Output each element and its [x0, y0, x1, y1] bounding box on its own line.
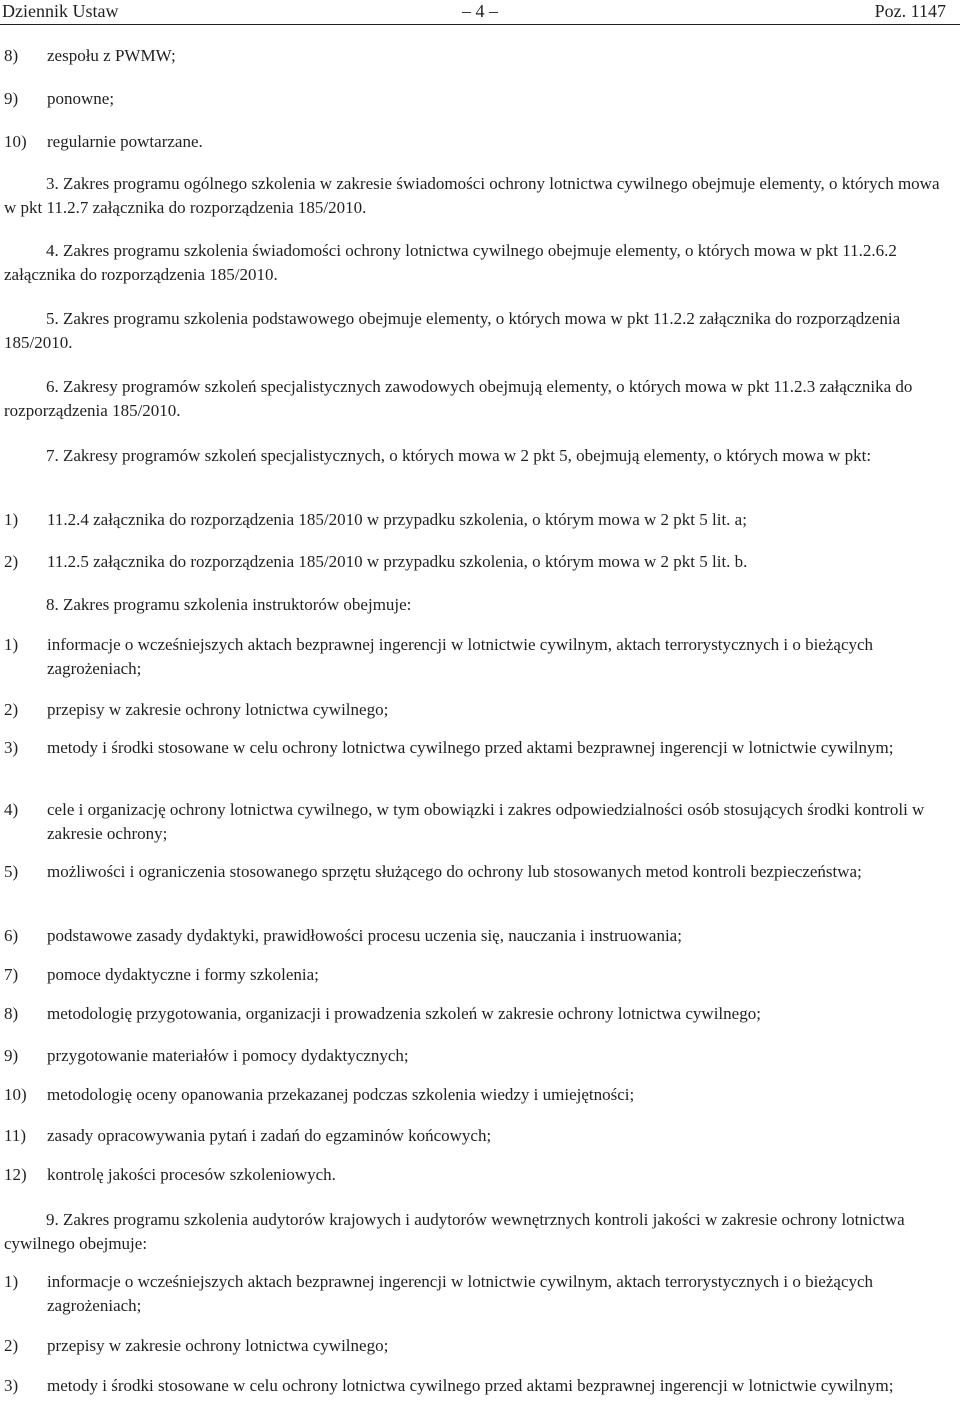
list-item: 1) informacje o wcześniejszych aktach bezprawnej ingerencji w lotnictwie cywilnym, aktach terrorystycznych i o bieżących zagrożeniach;: [4, 635, 874, 678]
list-item: 2) 11.2.5 załącznika do rozporządzenia 185/2010 w przypadku szkolenia, o którym mowa w 2 pkt 5 lit. b.: [4, 552, 748, 571]
paragraph-3: 3. Zakres programu ogólnego szkolenia w zakresie świadomości ochrony lotnictwa cywilnego obejmuje elementy, o których mowa w pkt 11.2.7 załącznika do rozporządzenia 185/2010.: [4, 174, 940, 217]
list-item: 11) zasady opracowywania pytań i zadań do egzaminów końcowych;: [4, 1126, 492, 1145]
list-item: 2) przepisy w zakresie ochrony lotnictwa cywilnego;: [4, 700, 389, 719]
list-item: 7) pomoce dydaktyczne i formy szkolenia;: [4, 965, 319, 984]
list-item: 5) możliwości i ograniczenia stosowanego sprzętu służącego do ochrony lub stosowanych metod kontroli bezpieczeństwa;: [4, 862, 862, 881]
paragraph-8: 8. Zakres programu szkolenia instruktorów obejmuje:: [46, 595, 412, 614]
list-item: 2) przepisy w zakresie ochrony lotnictwa cywilnego;: [4, 1336, 389, 1355]
list-item: 12) kontrolę jakości procesów szkoleniowych.: [4, 1165, 336, 1184]
list-item: 9) przygotowanie materiałów i pomocy dydaktycznych;: [4, 1046, 409, 1065]
paragraph-4: 4. Zakres programu szkolenia świadomości ochrony lotnictwa cywilnego obejmuje elementy, o których mowa w pkt 11.2.6.2 załącznika do rozporządzenia 185/2010.: [4, 241, 897, 284]
journal-title: Dziennik Ustaw: [2, 1, 119, 21]
list-item: 9) ponowne;: [4, 89, 115, 108]
list-item: 10) regularnie powtarzane.: [4, 132, 203, 151]
list-item: 1) 11.2.4 załącznika do rozporządzenia 185/2010 w przypadku szkolenia, o którym mowa w 2 pkt 5 lit. a;: [4, 510, 747, 529]
list-item: 10) metodologię oceny opanowania przekazanej podczas szkolenia wiedzy i umiejętności;: [4, 1085, 635, 1104]
list-item: 4) cele i organizację ochrony lotnictwa cywilnego, w tym obowiązki i zakres odpowiedzialności osób stosujących środki kontroli w zakresie ochrony;: [4, 800, 925, 843]
paragraph-6: 6. Zakresy programów szkoleń specjalistycznych zawodowych obejmują elementy, o których mowa w pkt 11.2.3 załącznika do rozporządzenia 185/2010.: [4, 377, 913, 420]
list-item: 3) metody i środki stosowane w celu ochrony lotnictwa cywilnego przed aktami bezprawnej ingerencji w lotnictwie cywilnym;: [4, 1376, 894, 1395]
list-item: 8) zespołu z PWMW;: [4, 46, 176, 65]
paragraph-5: 5. Zakres programu szkolenia podstawowego obejmuje elementy, o których mowa w pkt 11.2.2 załącznika do rozporządzenia 185/2010.: [4, 309, 901, 352]
list-item: 1) informacje o wcześniejszych aktach bezprawnej ingerencji w lotnictwie cywilnym, aktach terrorystycznych i o bieżących zagrożeniach;: [4, 1272, 874, 1315]
paragraph-9: 9. Zakres programu szkolenia audytorów krajowych i audytorów wewnętrznych kontroli jakości w zakresie ochrony lotnictwa cywilnego obejmuje:: [4, 1210, 905, 1253]
list-item: 6) podstawowe zasady dydaktyki, prawidłowości procesu uczenia się, nauczania i instruowania;: [4, 926, 682, 945]
page-header: [0, 0, 960, 25]
list-item: 8) metodologię przygotowania, organizacji i prowadzenia szkoleń w zakresie ochrony lotnictwa cywilnego;: [4, 1004, 761, 1023]
position-number: Poz. 1147: [874, 1, 946, 21]
paragraph-7: 7. Zakresy programów szkoleń specjalistycznych, o których mowa w 2 pkt 5, obejmują elementy, o których mowa w pkt:: [46, 446, 872, 465]
page-number: – 4 –: [462, 1, 498, 21]
list-item: 3) metody i środki stosowane w celu ochrony lotnictwa cywilnego przed aktami bezprawnej ingerencji w lotnictwie cywilnym;: [4, 738, 894, 757]
